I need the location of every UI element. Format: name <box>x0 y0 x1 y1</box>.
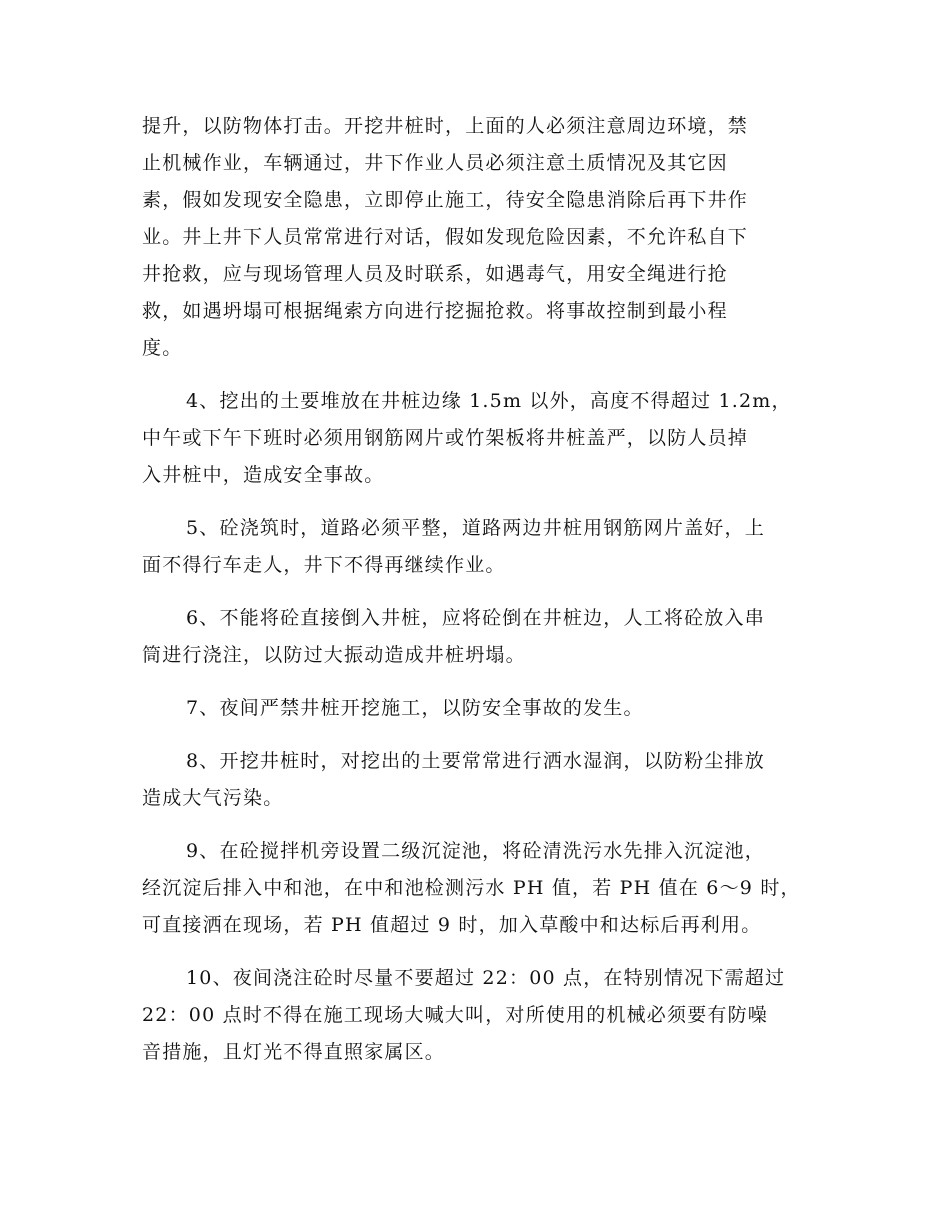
text-line: 中午或下午下班时必须用钢筋网片或竹架板将井桩盖严，以防人员掉 <box>142 427 749 449</box>
text-line: 5、砼浇筑时，道路必须平整，道路两边井桩用钢筋网片盖好，上 <box>186 517 765 539</box>
text-line: 井抢救，应与现场管理人员及时联系，如遇毒气，用安全绳进行抢 <box>142 263 728 285</box>
text-line: 度。 <box>142 337 183 359</box>
text-line: 素，假如发现安全隐患，立即停止施工，待安全隐患消除后再下井作 <box>142 189 749 211</box>
text-line: 9、在砼搅拌机旁设置二级沉淀池，将砼清洗污水先排入沉淀池， <box>186 840 765 862</box>
text-line: 止机械作业，车辆通过，井下作业人员必须注意土质情况及其它因 <box>142 152 728 174</box>
paragraph-item-9 <box>142 833 808 944</box>
text-line: 业。井上井下人员常常进行对话，假如发现危险因素，不允许私自下 <box>142 226 749 248</box>
text-line: 筒进行浇注，以防过大振动造成井桩坍塌。 <box>142 644 526 666</box>
paragraph-item-8 <box>142 743 808 817</box>
text-line: 8、开挖井桩时，对挖出的土要常常进行洒水湿润，以防粉尘排放 <box>186 750 765 772</box>
text-line: 救，如遇坍塌可根据绳索方向进行挖掘抢救。将事故控制到最小程 <box>142 300 728 322</box>
text-line: 7、夜间严禁井桩开挖施工，以防安全事故的发生。 <box>186 697 644 719</box>
text-line: 提升，以防物体打击。开挖井桩时，上面的人必须注意周边环境，禁 <box>142 115 749 137</box>
text-line: 经沉淀后排入中和池，在中和池检测污水 PH 值，若 PH 值在 6～9 时， <box>142 877 801 899</box>
text-line: 造成大气污染。 <box>142 787 284 809</box>
text-line: 4、挖出的土要堆放在井桩边缘 1.5m 以外，高度不得超过 1.2m， <box>186 390 792 412</box>
paragraph-item-4 <box>142 383 808 494</box>
document-body <box>142 108 808 1071</box>
paragraph-item-6 <box>142 600 808 674</box>
text-line: 10、夜间浇注砼时尽量不要超过 22：00 点，在特别情况下需超过 <box>186 967 786 989</box>
text-line: 可直接洒在现场，若 PH 值超过 9 时，加入草酸中和达标后再利用。 <box>142 914 762 936</box>
text-line: 22：00 点时不得在施工现场大喊大叫，对所使用的机械必须要有防噪 <box>142 1004 768 1026</box>
text-line: 面不得行车走人，井下不得再继续作业。 <box>142 554 506 576</box>
paragraph-item-5 <box>142 510 808 584</box>
paragraph-item-7 <box>142 690 808 727</box>
paragraph-continuation <box>142 108 808 367</box>
text-line: 音措施，且灯光不得直照家属区。 <box>142 1041 446 1063</box>
text-line: 6、不能将砼直接倒入井桩，应将砼倒在井桩边，人工将砼放入串 <box>186 607 765 629</box>
paragraph-item-10 <box>142 960 808 1071</box>
text-line: 入井桩中，造成安全事故。 <box>142 464 385 486</box>
